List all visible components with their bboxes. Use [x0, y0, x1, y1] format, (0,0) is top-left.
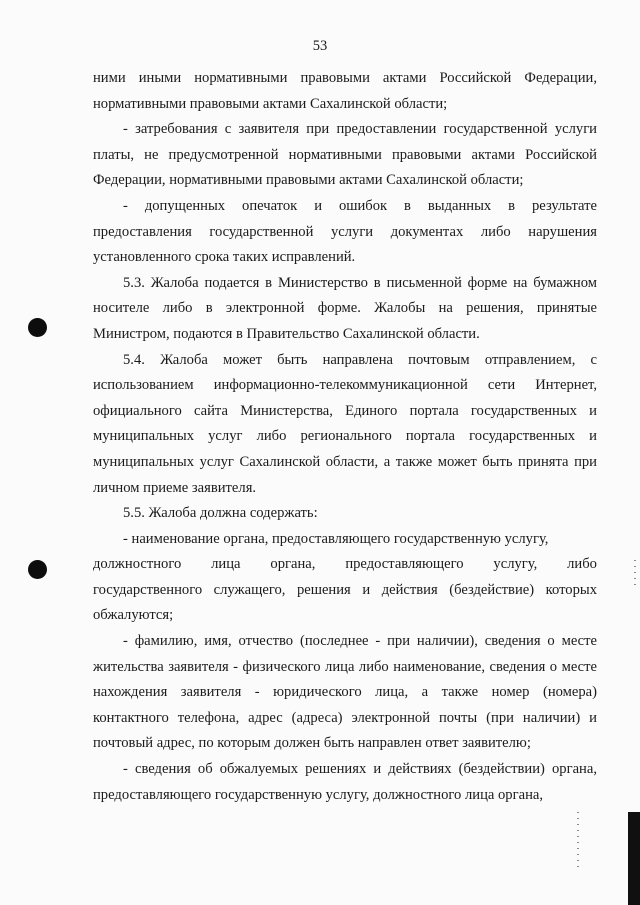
text-line: Министром, подаются в Правительство Сахалинской области. [93, 325, 480, 342]
paragraph-typos-first-line [93, 194, 597, 220]
paragraph-fee-demand [93, 117, 597, 194]
text-line: 5.3. Жалоба подается в Министерство в письменной форме на бумажном [123, 274, 597, 291]
word: выданных [427, 197, 492, 214]
text-line: установленного срока таких исправлений. [93, 249, 356, 266]
text-line: Федерации, нормативными правовыми актами Сахалинской области; [93, 172, 524, 189]
word: и [314, 197, 322, 214]
word: допущенных [144, 197, 226, 214]
paragraph-body-name-line-2 [93, 552, 597, 578]
paragraph-5-4 [93, 348, 597, 502]
text-line: при личном приеме заявителя. [93, 453, 597, 496]
word: лица [211, 556, 241, 573]
word: ошибок [338, 197, 388, 214]
word: опечаток [242, 197, 298, 214]
paragraph-body-name-end [93, 578, 597, 629]
scan-artifact-dots [634, 560, 636, 590]
text-line: почтовый адрес, по которым должен быть направлен ответ заявителю; [93, 735, 531, 752]
text-line: ними иными нормативными правовыми актами Российской Федерации, [93, 70, 597, 86]
paragraph-typos [93, 220, 597, 271]
text-line: - сведения об обжалуемых решениях и действиях (бездействии) органа, [123, 761, 597, 778]
word: услугу, [493, 556, 538, 573]
word: - [123, 197, 128, 214]
text-line: - затребования с заявителя при предоставлении государственной услуги [123, 121, 597, 138]
text-line: - фамилию, имя, отчество (последнее - при наличии), сведения о месте [123, 633, 597, 650]
text-line: нормативными правовыми актами Сахалинской области; [93, 95, 448, 112]
word: органа, [270, 556, 316, 573]
text-line: использованием информационно-телекоммуникационной сети Интернет, [93, 377, 597, 394]
text-line: 5.5. Жалоба должна содержать: [123, 505, 318, 522]
text-line: 5.4. Жалоба может быть направлена почтовым отправлением, с [123, 351, 597, 368]
paragraph-5-3 [93, 271, 597, 348]
paragraph-body-name [93, 527, 597, 553]
text-line: носителе либо в электронной форме. Жалобы на решения, принятые [93, 300, 597, 317]
word: должностного [93, 556, 182, 573]
text-line: муниципальных услуг Сахалинской области, а также может быть принята [93, 453, 569, 470]
text-line: обжалуются; [93, 607, 174, 624]
word: предоставляющего [345, 556, 464, 573]
word: результате [532, 197, 597, 214]
text-line: платы, не предусмотренной нормативными правовыми актами Российской [93, 146, 597, 163]
paragraph-5-5 [93, 501, 597, 527]
text-line: контактного телефона, адрес (адреса) электронной почты (при наличии) и [93, 709, 597, 726]
text-line: официального сайта Министерства, Единого портала государственных и [93, 402, 597, 419]
word: в [404, 197, 411, 214]
text-line: жительства заявителя - физического лица либо наименование, сведения о [93, 658, 558, 675]
text-line: муниципальных услуг либо регионального портала государственных и [93, 428, 597, 445]
word: либо [567, 556, 597, 573]
text-line: месте нахождения заявителя - юридического лица, а также номер (номера) [93, 658, 597, 701]
document-body [93, 66, 597, 808]
paragraph-appealed-decisions [93, 757, 597, 808]
scan-edge-bar [628, 812, 640, 905]
text-line: предоставляющего государственную услугу, должностного лица органа, [93, 786, 544, 803]
text-line: государственного служащего, решения и действия (бездействие) которых [93, 581, 597, 598]
text-line: - наименование органа, предоставляющего государственную услугу, [123, 530, 549, 547]
paragraph-applicant-info [93, 629, 597, 757]
page-number: 53 [312, 38, 328, 54]
scan-artifact-dots [577, 812, 579, 872]
word: в [508, 197, 516, 214]
punch-hole-lower [28, 560, 47, 579]
punch-hole-upper [28, 318, 47, 337]
paragraph-intro [93, 66, 597, 117]
text-line: предоставления государственной услуги документах либо нарушения [93, 223, 597, 240]
